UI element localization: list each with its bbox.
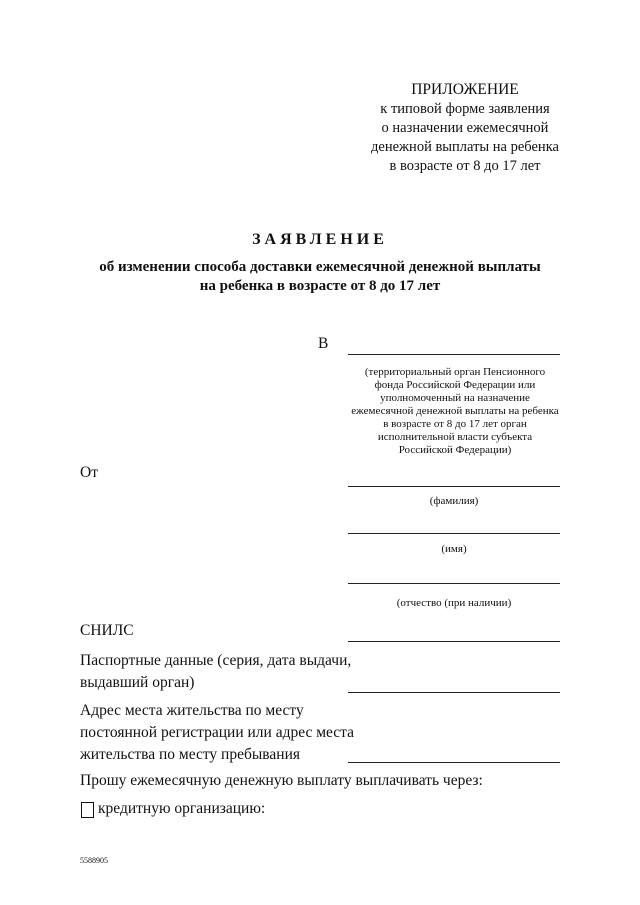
document-title: ЗАЯВЛЕНИЕ [252,231,388,248]
appendix-line: в возрасте от 8 до 17 лет [389,158,541,174]
credit-org-checkbox[interactable] [81,802,94,818]
recipient-field[interactable] [348,354,560,355]
snils-field[interactable] [348,641,560,642]
passport-label [80,650,351,694]
patronymic-caption: (отчество (при наличии) [396,597,512,609]
address-label-line: постоянной регистрации или адрес места [80,724,355,741]
appendix-heading: ПРИЛОЖЕНИЕ [411,81,519,98]
to-prefix: В [318,335,329,352]
passport-field[interactable] [348,692,560,693]
from-prefix: От [80,464,98,481]
caption-line: в возрасте от 8 до 17 лет орган [383,418,527,430]
address-label [80,700,354,766]
caption-line: (территориальный орган Пенсионного [364,366,546,378]
name-caption: (имя) [441,543,467,555]
caption-line: фонда Российской Федерации или [374,379,536,391]
credit-org-label: кредитную организацию: [98,800,266,817]
appendix-line: о назначении ежемесячной [381,120,549,136]
name-field[interactable] [348,533,560,534]
address-label-line: Адрес места жительства по месту [80,702,304,719]
address-field[interactable] [348,762,560,763]
surname-field[interactable] [348,486,560,487]
subtitle-line: на ребенка в возрасте от 8 до 17 лет [199,278,441,294]
appendix-line: денежной выплаты на ребенка [371,139,559,155]
appendix-block [330,80,600,176]
passport-label-line: выдавший орган) [80,674,195,691]
document-number: 5588905 [80,856,108,865]
snils-label: СНИЛС [80,622,134,639]
caption-line: исполнительной власти субъекта [377,431,533,443]
request-text: Прошу ежемесячную денежную выплату выплачивать через: [80,772,483,789]
caption-line: Российской Федерации) [398,444,512,456]
surname-caption: (фамилия) [429,495,479,507]
subtitle-line: об изменении способа доставки ежемесячной денежной выплаты [99,259,541,275]
passport-label-line: Паспортные данные (серия, дата выдачи, [80,652,352,669]
address-label-line: жительства по месту пребывания [80,746,300,763]
caption-line: уполномоченный на назначение [380,392,530,404]
patronymic-field[interactable] [348,583,560,584]
document-subtitle [60,258,580,296]
caption-line: ежемесячной денежной выплаты на ребенка [351,405,559,417]
recipient-caption [340,366,570,457]
appendix-line: к типовой форме заявления [380,101,550,117]
